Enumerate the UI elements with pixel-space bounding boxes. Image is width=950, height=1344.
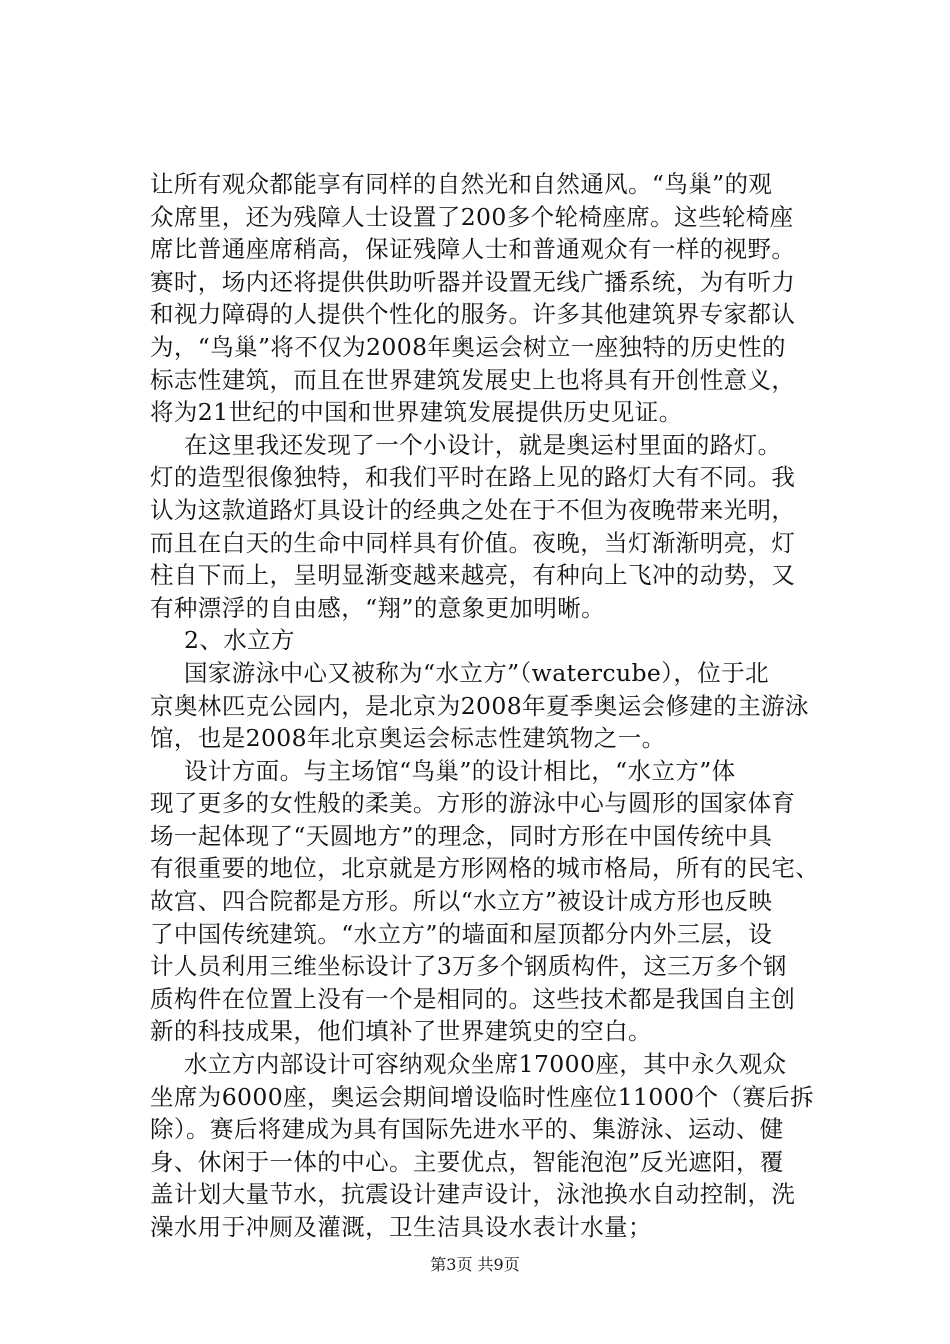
text-line: 有种漂浮的自由感，“翔”的意象更加明晰。 <box>150 593 606 622</box>
text-line: 盖计划大量节水，抗震设计建声设计，泳池换水自动控制，洗 <box>150 1180 796 1209</box>
page-number-footer: 第3页 共9页 <box>430 1255 520 1274</box>
text-line: 席比普通座席稍高，保证残障人士和普通观众有一样的视野。 <box>150 235 796 264</box>
text-line: 除）。赛后将建成为具有国际先进水平的、集游泳、运动、健 <box>150 1115 784 1144</box>
text-line: 让所有观众都能享有同样的自然光和自然通风。“鸟巢”的观 <box>150 170 773 198</box>
text-line: 而且在白天的生命中同样具有价值。夜晚，当灯渐渐明亮，灯 <box>150 528 796 557</box>
text-line: 为，“鸟巢”将不仅为2008年奥运会树立一座独特的历史性的 <box>150 332 786 361</box>
document-body <box>150 168 840 1244</box>
text-line: 身、休闲于一体的中心。主要优点，智能泡泡”反光遮阳，覆 <box>150 1147 784 1176</box>
text-line: 有很重要的地位，北京就是方形网格的城市格局，所有的民宅、 <box>150 854 820 883</box>
paragraph-start-line: 设计方面。与主场馆“鸟巢”的设计相比，“水立方”体 <box>184 756 736 785</box>
text-line: 坐席为6000座，奥运会期间增设临时性座位11000个（赛后拆 <box>150 1082 814 1111</box>
section-heading: 2、水立方 <box>184 626 295 655</box>
text-line: 计人员利用三维坐标设计了3万多个钢质构件，这三万多个钢 <box>150 952 787 981</box>
text-line: 众席里，还为残障人士设置了200多个轮椅座席。这些轮椅座 <box>150 202 794 231</box>
text-line: 和视力障碍的人提供个性化的服务。许多其他建筑界专家都认 <box>150 300 796 329</box>
text-line: 故宫、四合院都是方形。所以“水立方”被设计成方形也反映 <box>150 887 773 916</box>
text-line: 新的科技成果，他们填补了世界建筑史的空白。 <box>150 1017 652 1046</box>
text-line: 场一起体现了“天圆地方”的理念，同时方形在中国传统中具 <box>150 821 773 850</box>
text-line: 标志性建筑，而且在世界建筑发展史上也将具有开创性意义， <box>150 365 796 394</box>
text-line: 将为21世纪的中国和世界建筑发展提供历史见证。 <box>150 398 683 427</box>
text-line: 质构件在位置上没有一个是相同的。这些技术都是我国自主创 <box>150 984 796 1013</box>
text-line: 澡水用于冲厕及灌溉，卫生洁具设水表计水量； <box>150 1213 652 1241</box>
paragraph-start-line: 国家游泳中心又被称为“水立方”（watercube），位于北 <box>184 658 769 687</box>
text-line: 赛时，场内还将提供供助听器并设置无线广播系统，为有听力 <box>150 267 796 296</box>
text-line: 现了更多的女性般的柔美。方形的游泳中心与圆形的国家体育 <box>150 789 796 818</box>
text-line: 了中国传统建筑。“水立方”的墙面和屋顶都分内外三层，设 <box>150 919 773 948</box>
text-line: 馆，也是2008年北京奥运会标志性建筑物之一。 <box>150 724 666 753</box>
paragraph-start-line: 在这里我还发现了一个小设计，就是奥运村里面的路灯。 <box>184 430 782 459</box>
text-line: 柱自下而上，呈明显渐变越来越亮，有种向上飞冲的动势，又 <box>150 561 796 590</box>
text-line: 灯的造型很像独特，和我们平时在路上见的路灯大有不同。我 <box>150 463 796 492</box>
text-line: 认为这款道路灯具设计的经典之处在于不但为夜晚带来光明， <box>150 495 796 524</box>
paragraph-start-line: 水立方内部设计可容纳观众坐席17000座，其中永久观众 <box>184 1050 787 1079</box>
text-line: 京奥林匹克公园内，是北京为2008年夏季奥运会修建的主游泳 <box>150 691 809 720</box>
